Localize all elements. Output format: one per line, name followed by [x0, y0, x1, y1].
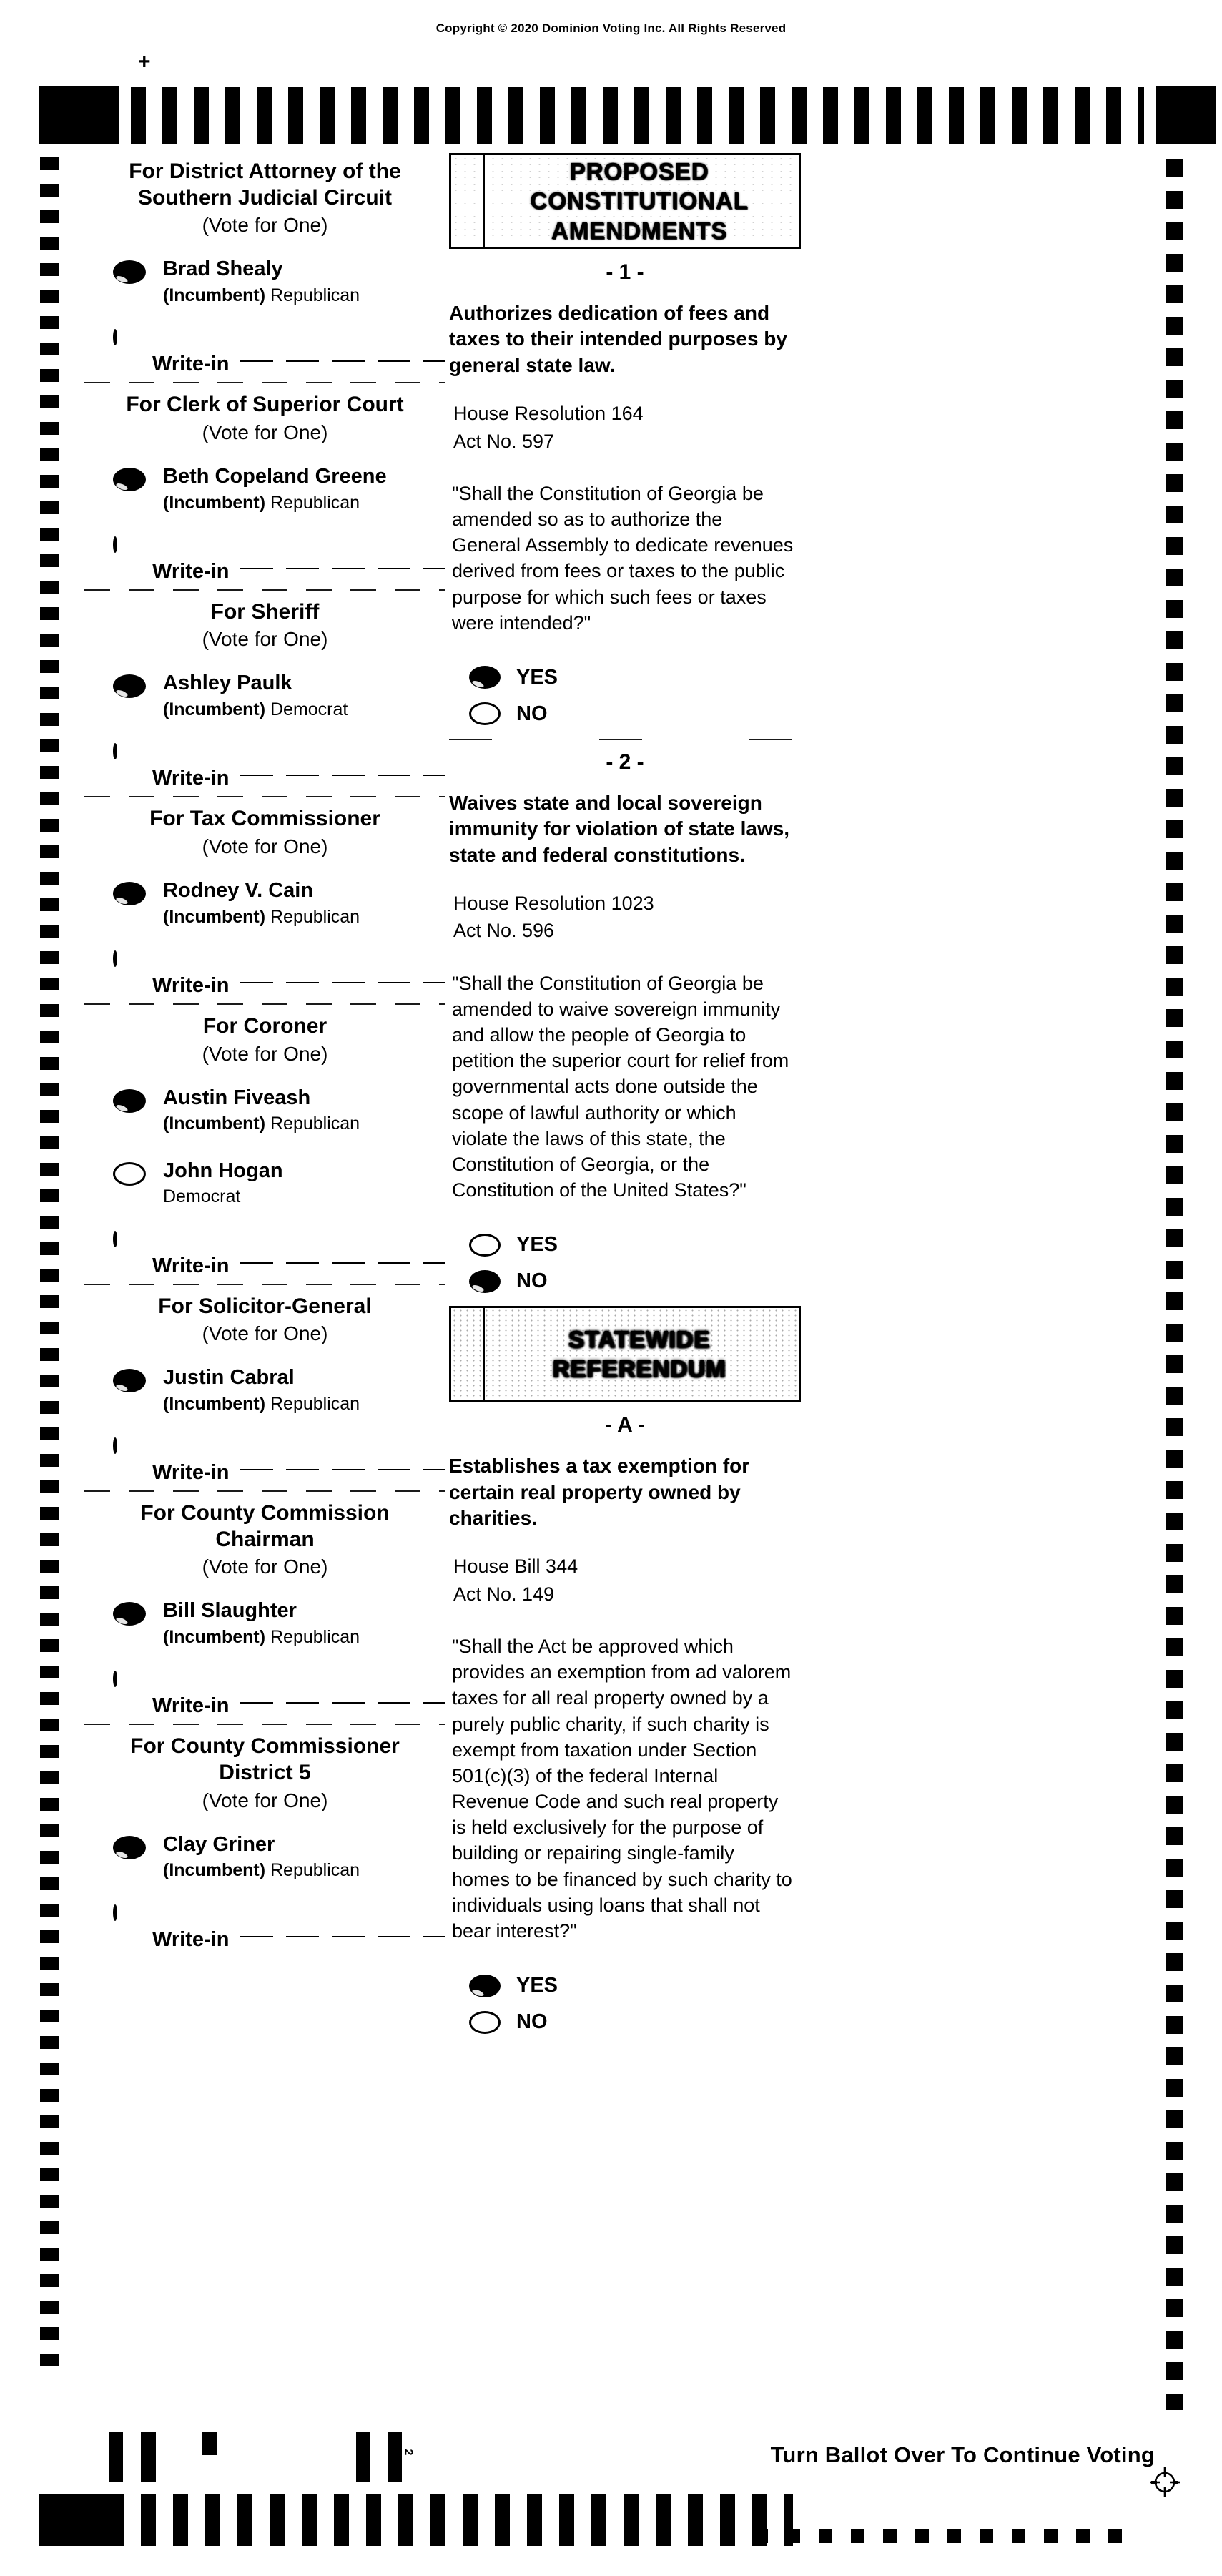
- candidate-name: Rodney V. Cain: [163, 878, 314, 902]
- contest-commissioner-district-5: [84, 1734, 445, 1951]
- contest-title: For Tax Commissioner: [149, 807, 380, 831]
- contest-clerk-superior-court: [84, 392, 445, 591]
- measure-summary: Authorizes dedication of fees and taxes to their intended purposes by general state law.: [449, 302, 787, 376]
- timing-short-marks: [754, 2529, 1130, 2543]
- contest-title: For County Commission Chairman: [140, 1501, 390, 1551]
- write-in-line[interactable]: [240, 1262, 445, 1264]
- plus-registration-mark: +: [138, 50, 151, 74]
- candidate-info: [163, 1087, 360, 1137]
- vote-for-instruction: (Vote for One): [202, 1789, 328, 1811]
- candidate-party: Democrat: [163, 1186, 241, 1207]
- write-in-line[interactable]: [240, 1469, 445, 1470]
- contest-commission-chairman: [84, 1500, 445, 1725]
- measure-referendum-a: [449, 1413, 801, 2034]
- write-in-bubble[interactable]: [113, 1904, 117, 1921]
- write-in-bubble[interactable]: [113, 329, 117, 345]
- yes-bubble[interactable]: [469, 666, 501, 689]
- candidate-row: [113, 1600, 445, 1650]
- timing-marks-bottom: [39, 2494, 1140, 2546]
- contest-separator: [84, 1724, 445, 1725]
- candidate-info: [163, 258, 360, 308]
- house-resolution: House Resolution 1023: [453, 893, 654, 915]
- measure-summary: Waives state and local sovereign immunity for violation of state laws, state and federal constitutions.: [449, 791, 790, 866]
- write-in-row: [152, 974, 445, 998]
- candidate-name: Clay Griner: [163, 1832, 275, 1856]
- vote-bubble[interactable]: [113, 674, 146, 698]
- yes-bubble[interactable]: [469, 1234, 501, 1257]
- contest-separator: [84, 796, 445, 797]
- measure-question: "Shall the Constitution of Georgia be amended to waive sovereign immunity and allow the people of Georgia to petition the superior court for relief from governmental acts done outside the scope of lawful authority or which violate the laws of this state, the Constitution of Georgia, or the Constitution of the United States?": [452, 972, 789, 1201]
- contest-separator: [84, 589, 445, 591]
- write-in-row: [152, 560, 445, 584]
- measure-references: [453, 890, 801, 945]
- write-in-line[interactable]: [240, 1936, 445, 1937]
- write-in-line[interactable]: [240, 775, 445, 776]
- no-option-row: [469, 1269, 801, 1293]
- vote-bubble[interactable]: [113, 260, 146, 284]
- write-in-bubble-row: [113, 1440, 445, 1452]
- contest-title: For Coroner: [202, 1013, 327, 1038]
- candidate-row: [113, 466, 445, 516]
- candidate-row: [113, 1367, 445, 1417]
- contest-title: For Solicitor-General: [158, 1294, 372, 1318]
- candidate-name: Beth Copeland Greene: [163, 464, 387, 488]
- timing-block-left: [39, 2494, 124, 2546]
- write-in-bubble[interactable]: [113, 1671, 117, 1687]
- copyright-line: Copyright © 2020 Dominion Voting Inc. All Rights Reserved: [435, 21, 787, 35]
- write-in-line[interactable]: [240, 568, 445, 569]
- vote-bubble[interactable]: [113, 882, 146, 905]
- no-bubble[interactable]: [469, 1270, 501, 1293]
- contest-coroner: [84, 1013, 445, 1285]
- act-number: Act No. 596: [453, 920, 555, 942]
- write-in-line[interactable]: [240, 360, 445, 362]
- amendments-header-title: PROPOSED CONSTITUTIONAL AMENDMENTS: [530, 158, 749, 244]
- measure-references: [453, 1553, 801, 1608]
- candidate-info: [163, 1160, 283, 1210]
- candidate-info: [163, 672, 348, 722]
- yes-option-row: [469, 1974, 801, 1997]
- yes-label: YES: [516, 1974, 558, 1997]
- candidate-info: [163, 466, 387, 516]
- contest-title: For Clerk of Superior Court: [126, 393, 404, 417]
- vote-for-instruction: (Vote for One): [202, 214, 328, 237]
- barcode-bar: [141, 2432, 156, 2482]
- house-bill: House Bill 344: [453, 1555, 578, 1578]
- referendum-header-box: [449, 1306, 801, 1402]
- write-in-line[interactable]: [240, 982, 445, 983]
- write-in-bubble-row: [113, 1907, 445, 1919]
- write-in-label: Write-in: [152, 1461, 230, 1485]
- write-in-bubble[interactable]: [113, 1437, 117, 1454]
- candidate-name: John Hogan: [163, 1159, 283, 1182]
- timing-marks-right-column: [1166, 159, 1183, 2410]
- no-bubble[interactable]: [469, 2011, 501, 2034]
- timing-marks-left-column: [40, 157, 59, 2369]
- write-in-bubble[interactable]: [113, 536, 117, 553]
- measure-references: [453, 400, 801, 455]
- vote-bubble[interactable]: [113, 1369, 146, 1392]
- timing-bars: [131, 87, 1144, 144]
- write-in-bubble[interactable]: [113, 1231, 117, 1247]
- vote-bubble[interactable]: [113, 1602, 146, 1626]
- no-bubble[interactable]: [469, 702, 501, 725]
- vote-for-instruction: (Vote for One): [202, 1322, 328, 1345]
- measure-summary: Establishes a tax exemption for certain real property owned by charities.: [449, 1455, 750, 1530]
- candidate-info: [163, 880, 360, 930]
- vote-for-instruction: (Vote for One): [202, 835, 328, 857]
- contest-title: For District Attorney of the Southern Judicial Circuit: [129, 159, 401, 210]
- act-number: Act No. 597: [453, 430, 555, 452]
- candidate-name: Justin Cabral: [163, 1366, 295, 1390]
- turn-ballot-over-label: Turn Ballot Over To Continue Voting: [770, 2442, 1155, 2467]
- timing-marks-top: [39, 86, 1216, 144]
- no-label: NO: [516, 702, 548, 725]
- write-in-row: [152, 1694, 445, 1718]
- candidate-party: (Incumbent) Democrat: [163, 699, 348, 720]
- write-in-row: [152, 1461, 445, 1485]
- contests-column: [84, 159, 445, 1953]
- measure-amendment-1: [449, 260, 801, 740]
- candidate-name: Austin Fiveash: [163, 1086, 311, 1109]
- measure-question: "Shall the Constitution of Georgia be amended so as to authorize the General Assembly to dedicate revenues derived from fees or taxes to the public purpose for which such fees or taxes were intended?": [452, 482, 794, 634]
- barcode-mark: [202, 2432, 217, 2455]
- timing-block-right: [1156, 86, 1216, 144]
- write-in-bubble-row: [113, 331, 445, 344]
- contest-separator: [84, 1284, 445, 1285]
- contest-separator: [84, 1003, 445, 1005]
- barcode-bar: [388, 2432, 402, 2482]
- yes-label: YES: [516, 1233, 558, 1257]
- contest-separator: [84, 382, 445, 383]
- write-in-row: [152, 353, 445, 376]
- vote-for-instruction: (Vote for One): [202, 421, 328, 443]
- vote-bubble[interactable]: [113, 1089, 146, 1113]
- yes-option-row: [469, 1233, 801, 1257]
- candidate-row: [113, 672, 445, 722]
- referendum-header-title: STATEWIDE REFERENDUM: [552, 1325, 726, 1382]
- amendments-header-box: [449, 153, 801, 249]
- sheet-number: 2: [402, 2449, 415, 2456]
- vote-bubble[interactable]: [113, 468, 146, 491]
- no-label: NO: [516, 1269, 548, 1293]
- candidate-party: (Incumbent) Republican: [163, 285, 360, 306]
- no-option-row: [469, 2010, 801, 2034]
- write-in-row: [152, 1928, 445, 1952]
- contest-title: For Sheriff: [210, 599, 320, 624]
- write-in-label: Write-in: [152, 1254, 230, 1277]
- candidate-name: Ashley Paulk: [163, 672, 292, 695]
- contest-tax-commissioner: [84, 806, 445, 1005]
- candidate-row: [113, 1160, 445, 1210]
- yes-bubble[interactable]: [469, 1975, 501, 1997]
- candidate-row: [113, 1087, 445, 1137]
- write-in-bubble-row: [113, 539, 445, 551]
- write-in-label: Write-in: [152, 1927, 230, 1951]
- measure-amendment-2: [449, 750, 801, 1293]
- vote-for-instruction: (Vote for One): [202, 1555, 328, 1578]
- candidate-name: Brad Shealy: [163, 257, 283, 281]
- contest-sheriff: [84, 599, 445, 798]
- contest-title: For County Commissioner District 5: [130, 1734, 400, 1784]
- contest-solicitor-general: [84, 1294, 445, 1493]
- timing-block-left: [39, 86, 119, 144]
- measure-number: - A -: [604, 1413, 646, 1437]
- no-option-row: [469, 702, 801, 726]
- vote-for-instruction: (Vote for One): [202, 628, 328, 651]
- write-in-bubble-row: [113, 745, 445, 758]
- candidate-party: (Incumbent) Republican: [163, 1394, 360, 1415]
- candidate-row: [113, 880, 445, 930]
- candidate-party: (Incumbent) Republican: [163, 1627, 360, 1648]
- no-label: NO: [516, 2010, 548, 2034]
- house-resolution: House Resolution 164: [453, 403, 644, 425]
- write-in-row: [152, 767, 445, 790]
- contest-separator: [84, 1490, 445, 1492]
- measure-separator: [449, 739, 801, 740]
- write-in-bubble[interactable]: [113, 950, 117, 967]
- write-in-label: Write-in: [152, 559, 230, 583]
- candidate-row: [113, 258, 445, 308]
- candidate-party: (Incumbent) Republican: [163, 1114, 360, 1134]
- barcode-bar: [109, 2432, 123, 2482]
- measures-column: [449, 153, 801, 2047]
- candidate-info: [163, 1834, 360, 1884]
- write-in-label: Write-in: [152, 1694, 230, 1718]
- write-in-label: Write-in: [152, 353, 230, 376]
- write-in-label: Write-in: [152, 767, 230, 790]
- candidate-party: (Incumbent) Republican: [163, 492, 360, 513]
- contest-district-attorney: [84, 159, 445, 383]
- write-in-bubble-row: [113, 1673, 445, 1686]
- candidate-info: [163, 1367, 360, 1417]
- registration-crosshair-icon: [1148, 2466, 1181, 2499]
- write-in-row: [152, 1254, 445, 1278]
- yes-label: YES: [516, 665, 558, 689]
- write-in-label: Write-in: [152, 973, 230, 997]
- measure-number: - 1 -: [606, 260, 644, 284]
- write-in-line[interactable]: [240, 1702, 445, 1704]
- candidate-party: (Incumbent) Republican: [163, 906, 360, 927]
- vote-for-instruction: (Vote for One): [202, 1042, 328, 1065]
- vote-bubble[interactable]: [113, 1836, 146, 1859]
- vote-bubble[interactable]: [113, 1162, 146, 1186]
- timing-bars: [141, 2494, 793, 2546]
- write-in-bubble[interactable]: [113, 743, 117, 759]
- candidate-name: Bill Slaughter: [163, 1599, 297, 1623]
- yes-option-row: [469, 666, 801, 689]
- candidate-info: [163, 1600, 360, 1650]
- write-in-bubble-row: [113, 1233, 445, 1246]
- measure-number: - 2 -: [606, 749, 644, 774]
- act-number: Act No. 149: [453, 1583, 555, 1605]
- measure-question: "Shall the Act be approved which provides an exemption from ad valorem taxes for all real property owned by a purely public charity, if such charity is exempt from taxation under Section 501(c)(3) of the federal Internal Revenue Code and such real property is held exclusively for the purpose of building or repairing single-family homes to be financed by such charity to individuals using loans that shall not bear interest?": [452, 1636, 792, 1942]
- candidate-row: [113, 1834, 445, 1884]
- write-in-bubble-row: [113, 953, 445, 965]
- barcode-bar: [356, 2432, 370, 2482]
- candidate-party: (Incumbent) Republican: [163, 1860, 360, 1881]
